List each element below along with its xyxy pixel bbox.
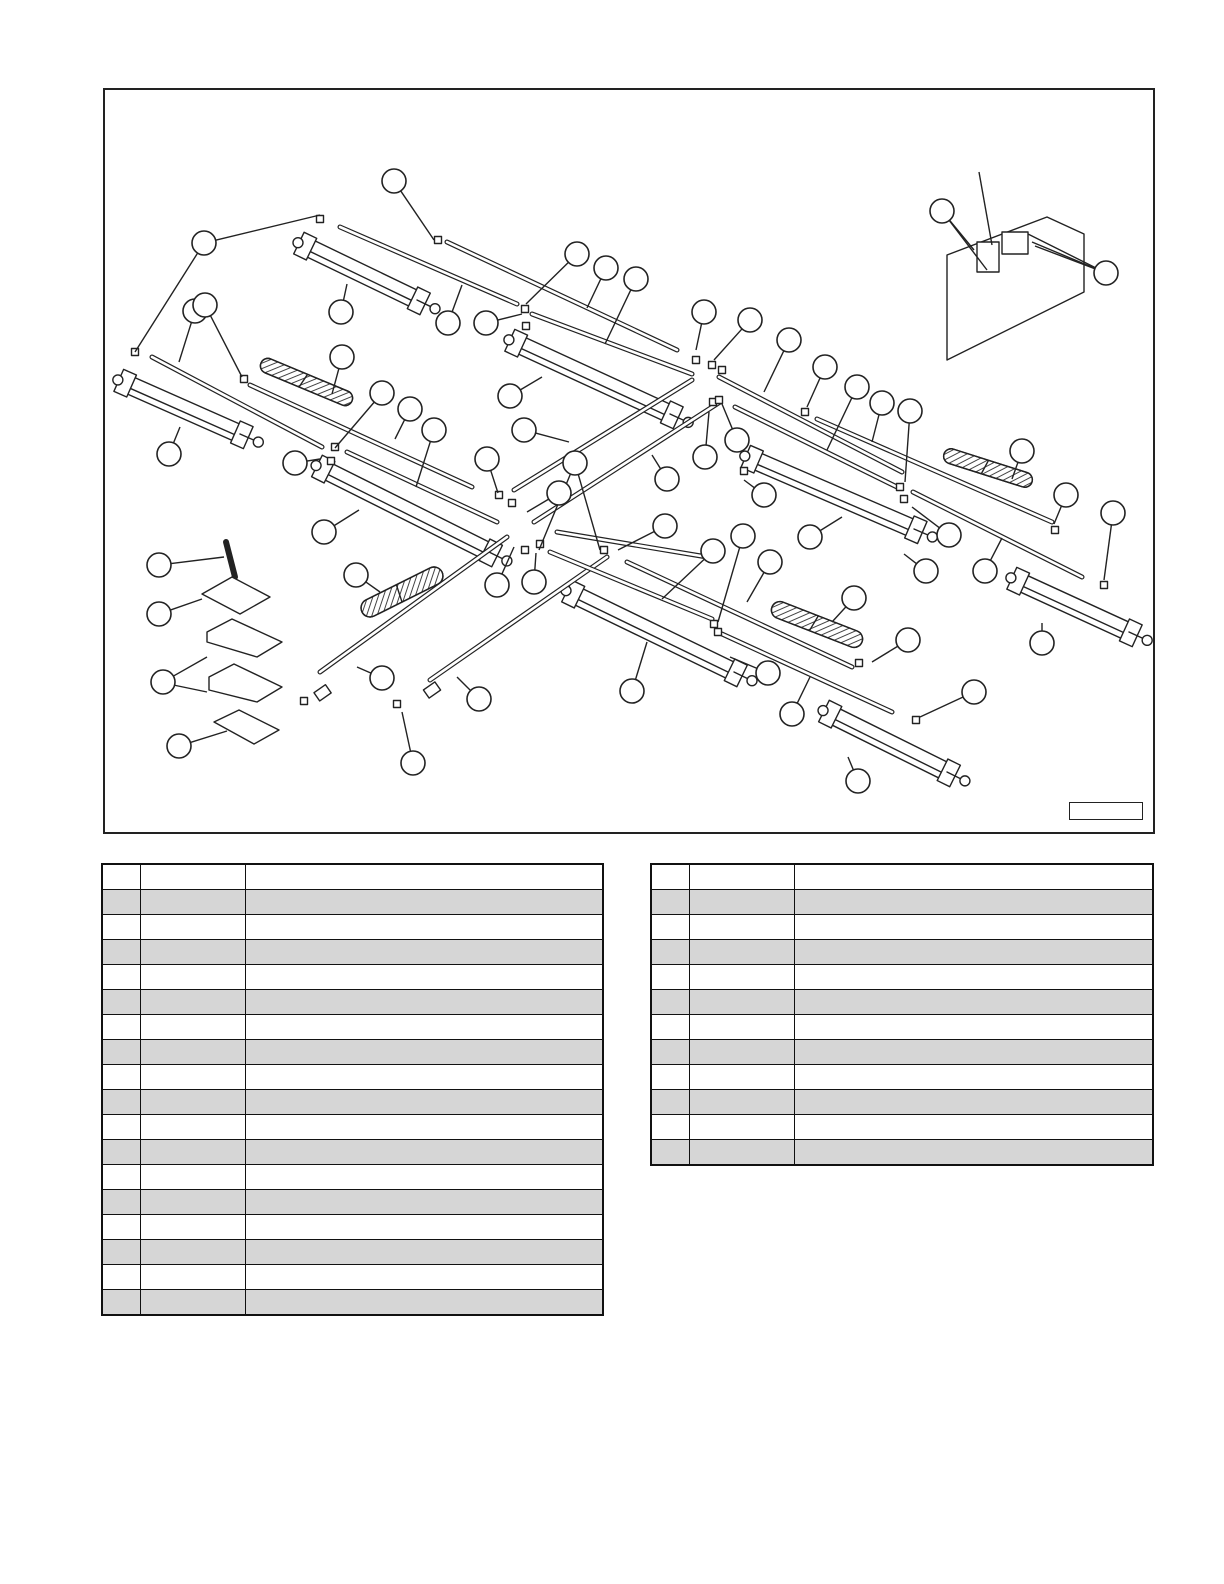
- description-cell: [245, 1265, 603, 1290]
- callout-balloon: [870, 391, 894, 415]
- parts-row: [651, 890, 1153, 915]
- callout-balloon: [692, 300, 716, 324]
- parts-row: [651, 864, 1153, 890]
- leader-line: [764, 351, 784, 392]
- leader-line: [190, 731, 227, 742]
- clamp-plate-top: [202, 577, 270, 614]
- part-number-cell: [140, 1240, 245, 1265]
- callout-balloon: [192, 231, 216, 255]
- parts-row: [651, 1115, 1153, 1140]
- leader-line: [334, 510, 359, 526]
- fitting: [693, 357, 700, 364]
- description-cell: [245, 1165, 603, 1190]
- callout-balloon: [842, 586, 866, 610]
- part-number-cell: [689, 1040, 794, 1065]
- description-cell: [245, 1090, 603, 1115]
- item-number-cell: [651, 1140, 689, 1166]
- callout-balloon: [147, 602, 171, 626]
- parts-row: [651, 940, 1153, 965]
- item-number-cell: [651, 915, 689, 940]
- callout-balloon: [780, 702, 804, 726]
- parts-row: [102, 1240, 603, 1265]
- item-number-cell: [102, 1265, 140, 1290]
- tube-end-fitting: [314, 685, 331, 701]
- parts-row: [102, 1215, 603, 1240]
- clamp-half-upper: [207, 619, 282, 657]
- leader-line: [357, 667, 371, 673]
- fitting: [715, 629, 722, 636]
- leader-line: [990, 538, 1002, 560]
- leader-line: [706, 412, 709, 445]
- fitting: [1101, 582, 1108, 589]
- description-cell: [794, 990, 1153, 1015]
- parts-row: [102, 915, 603, 940]
- fitting: [601, 547, 608, 554]
- callout-balloon: [930, 199, 954, 223]
- leader-line: [457, 677, 471, 691]
- hydraulic-cylinder: [293, 232, 440, 314]
- callout-balloon: [898, 399, 922, 423]
- item-number-cell: [102, 990, 140, 1015]
- callout-balloon: [756, 661, 780, 685]
- leader-line: [714, 329, 742, 360]
- callout-balloon: [1054, 483, 1078, 507]
- callout-balloon: [896, 628, 920, 652]
- parts-row: [102, 1265, 603, 1290]
- parts-row: [102, 864, 603, 890]
- callout-balloon: [547, 481, 571, 505]
- parts-row: [651, 1040, 1153, 1065]
- leader-line: [344, 284, 347, 300]
- part-number-cell: [140, 864, 245, 890]
- leader-line: [527, 499, 549, 512]
- parts-row: [651, 915, 1153, 940]
- callout-balloon: [845, 375, 869, 399]
- item-number-cell: [102, 1090, 140, 1115]
- item-number-cell: [102, 940, 140, 965]
- item-number-cell: [102, 965, 140, 990]
- leader-line: [904, 554, 917, 564]
- callout-balloon: [563, 451, 587, 475]
- leader-line: [536, 433, 569, 442]
- callout-balloon: [752, 483, 776, 507]
- callout-balloon: [382, 169, 406, 193]
- leader-line: [1104, 525, 1111, 580]
- leader-line: [848, 757, 853, 770]
- callout-balloon: [147, 553, 171, 577]
- leader-line: [722, 404, 732, 429]
- parts-row: [102, 890, 603, 915]
- callout-balloon: [398, 397, 422, 421]
- description-cell: [245, 1140, 603, 1165]
- callout-balloon: [283, 451, 307, 475]
- description-cell: [245, 1240, 603, 1265]
- parts-illustration: [105, 90, 1157, 836]
- leader-line: [797, 677, 810, 703]
- item-number-cell: [651, 890, 689, 915]
- part-number-cell: [140, 890, 245, 915]
- leader-line: [174, 427, 180, 443]
- item-number-cell: [102, 1015, 140, 1040]
- clamp-plate-bottom: [214, 710, 279, 744]
- callout-balloon: [693, 445, 717, 469]
- leader-line: [979, 172, 992, 245]
- description-cell: [794, 1040, 1153, 1065]
- leader-line: [210, 316, 242, 377]
- callout-balloon: [467, 687, 491, 711]
- item-number-cell: [651, 864, 689, 890]
- callout-balloon: [370, 381, 394, 405]
- clamp-half-lower: [209, 664, 282, 702]
- leader-line: [696, 324, 702, 350]
- parts-row: [102, 1190, 603, 1215]
- description-cell: [245, 915, 603, 940]
- fitting: [901, 496, 908, 503]
- part-number-cell: [140, 1190, 245, 1215]
- item-number-cell: [102, 1290, 140, 1316]
- item-number-cell: [102, 1215, 140, 1240]
- part-number-cell: [140, 1140, 245, 1165]
- callout-balloon: [498, 384, 522, 408]
- part-number-cell: [140, 1165, 245, 1190]
- item-number-cell: [651, 990, 689, 1015]
- parts-row: [102, 990, 603, 1015]
- part-number-cell: [689, 965, 794, 990]
- fitting: [522, 306, 529, 313]
- leader-line: [636, 642, 647, 680]
- leader-line: [520, 377, 542, 390]
- description-cell: [245, 940, 603, 965]
- parts-table-left: [101, 863, 604, 1316]
- leader-line: [1054, 506, 1061, 524]
- callout-balloon: [624, 267, 648, 291]
- description-cell: [245, 1015, 603, 1040]
- parts-row: [102, 1090, 603, 1115]
- description-cell: [794, 915, 1153, 940]
- part-number-cell: [140, 1115, 245, 1140]
- callout-balloon: [370, 666, 394, 690]
- description-cell: [245, 1215, 603, 1240]
- parts-row: [102, 1065, 603, 1090]
- parts-row: [102, 1165, 603, 1190]
- callout-balloon: [312, 520, 336, 544]
- fitting: [509, 500, 516, 507]
- parts-row: [102, 1040, 603, 1065]
- callout-balloon: [475, 447, 499, 471]
- part-number-cell: [689, 1140, 794, 1166]
- description-cell: [245, 1290, 603, 1316]
- description-cell: [245, 864, 603, 890]
- leader-line: [170, 599, 202, 610]
- part-number-cell: [140, 965, 245, 990]
- fitting: [711, 621, 718, 628]
- leader-line: [832, 607, 846, 622]
- description-cell: [245, 1115, 603, 1140]
- parts-row: [102, 1115, 603, 1140]
- leader-line: [747, 572, 764, 602]
- parts-row: [651, 990, 1153, 1015]
- description-cell: [245, 1190, 603, 1215]
- part-number-cell: [689, 940, 794, 965]
- callout-balloon: [344, 563, 368, 587]
- description-cell: [794, 864, 1153, 890]
- leader-line: [820, 517, 842, 531]
- item-number-cell: [651, 1040, 689, 1065]
- part-number-cell: [140, 1065, 245, 1090]
- part-number-cell: [140, 1265, 245, 1290]
- fitting: [394, 701, 401, 708]
- leader-line: [171, 557, 224, 564]
- parts-row: [651, 1090, 1153, 1115]
- leader-line: [498, 314, 522, 320]
- callout-balloon: [846, 769, 870, 793]
- item-number-cell: [102, 1240, 140, 1265]
- description-cell: [794, 965, 1153, 990]
- description-cell: [245, 890, 603, 915]
- fitting: [802, 409, 809, 416]
- leader-line: [491, 470, 498, 493]
- leader-line: [807, 378, 820, 407]
- callout-balloon: [653, 514, 677, 538]
- part-number-cell: [140, 1215, 245, 1240]
- parts-row: [651, 1015, 1153, 1040]
- parts-row: [651, 1140, 1153, 1166]
- parts-row: [651, 965, 1153, 990]
- leader-line: [539, 463, 575, 550]
- description-cell: [245, 1040, 603, 1065]
- leader-line: [872, 646, 898, 662]
- callout-balloon: [813, 355, 837, 379]
- description-cell: [794, 1115, 1153, 1140]
- callout-balloon: [594, 256, 618, 280]
- leader-line: [920, 697, 963, 717]
- callout-balloon: [167, 734, 191, 758]
- leader-line: [905, 423, 909, 482]
- callout-balloon: [1094, 261, 1118, 285]
- fitting: [1052, 527, 1059, 534]
- fitting: [913, 717, 920, 724]
- fitting: [856, 660, 863, 667]
- callout-balloon: [1030, 631, 1054, 655]
- part-number-cell: [689, 990, 794, 1015]
- callout-balloon: [330, 345, 354, 369]
- hydraulic-cylinder: [1006, 567, 1152, 646]
- callout-balloon: [157, 442, 181, 466]
- description-cell: [794, 1090, 1153, 1115]
- item-number-cell: [102, 1040, 140, 1065]
- callout-balloon: [512, 418, 536, 442]
- leader-line: [452, 285, 462, 312]
- description-cell: [245, 990, 603, 1015]
- item-number-cell: [102, 890, 140, 915]
- clamp-bolt: [226, 542, 235, 577]
- leader-line: [401, 191, 434, 240]
- fitting: [523, 323, 530, 330]
- callout-balloon: [777, 328, 801, 352]
- part-number-cell: [689, 864, 794, 890]
- callout-balloon: [151, 670, 175, 694]
- part-number-cell: [140, 1290, 245, 1316]
- part-number-cell: [140, 915, 245, 940]
- item-number-cell: [651, 1015, 689, 1040]
- fitting: [496, 492, 503, 499]
- leader-line: [652, 455, 661, 469]
- part-number-cell: [140, 1090, 245, 1115]
- callout-balloon: [1101, 501, 1125, 525]
- callout-balloon: [193, 293, 217, 317]
- item-number-cell: [651, 940, 689, 965]
- item-number-cell: [102, 1140, 140, 1165]
- item-number-cell: [651, 1065, 689, 1090]
- leader-line: [395, 420, 405, 439]
- part-number-cell: [140, 940, 245, 965]
- parts-row: [102, 1140, 603, 1165]
- fitting: [301, 698, 308, 705]
- callout-balloon: [962, 680, 986, 704]
- parts-row: [102, 1015, 603, 1040]
- description-cell: [245, 1065, 603, 1090]
- item-number-cell: [102, 1190, 140, 1215]
- leader-line: [872, 415, 879, 442]
- callout-balloon: [401, 751, 425, 775]
- tube-end-fitting: [423, 682, 440, 698]
- leader-line: [179, 322, 191, 362]
- callout-balloon: [620, 679, 644, 703]
- fitting: [897, 484, 904, 491]
- description-cell: [245, 965, 603, 990]
- callout-balloon: [422, 418, 446, 442]
- callout-balloon: [973, 559, 997, 583]
- part-number-cell: [689, 1090, 794, 1115]
- parts-table-right: [650, 863, 1154, 1166]
- part-number-cell: [689, 1115, 794, 1140]
- part-number-cell: [689, 1065, 794, 1090]
- part-number-cell: [689, 1015, 794, 1040]
- callout-balloon: [914, 559, 938, 583]
- callout-balloon: [725, 428, 749, 452]
- item-number-cell: [102, 1065, 140, 1090]
- item-number-cell: [102, 1115, 140, 1140]
- part-number-cell: [140, 1015, 245, 1040]
- callout-balloon: [485, 573, 509, 597]
- valve-plate: [977, 242, 999, 272]
- part-number-cell: [689, 915, 794, 940]
- fitting: [317, 216, 324, 223]
- parts-row: [102, 1290, 603, 1316]
- callout-balloon: [701, 539, 725, 563]
- item-number-cell: [651, 965, 689, 990]
- fitting: [716, 397, 723, 404]
- callout-balloon: [655, 467, 679, 491]
- valve-block: [1002, 232, 1028, 254]
- part-number-cell: [140, 1040, 245, 1065]
- description-cell: [794, 940, 1153, 965]
- callout-balloon: [436, 311, 460, 335]
- callout-balloon: [1010, 439, 1034, 463]
- callout-balloon: [329, 300, 353, 324]
- leader-line: [535, 553, 536, 570]
- fitting: [741, 468, 748, 475]
- description-cell: [794, 1140, 1153, 1166]
- item-number-cell: [102, 864, 140, 890]
- callout-balloon: [798, 525, 822, 549]
- callout-balloon: [731, 524, 755, 548]
- figure-id-box: [1069, 802, 1143, 820]
- parts-row: [102, 965, 603, 990]
- callout-balloon: [758, 550, 782, 574]
- leader-line: [135, 243, 204, 352]
- description-cell: [794, 1065, 1153, 1090]
- callout-balloon: [937, 523, 961, 547]
- callout-balloon: [474, 311, 498, 335]
- leader-line: [173, 657, 207, 676]
- parts-row: [651, 1065, 1153, 1090]
- exploded-parts-diagram: [103, 88, 1155, 834]
- parts-row: [102, 940, 603, 965]
- fitting: [719, 367, 726, 374]
- item-number-cell: [102, 915, 140, 940]
- item-number-cell: [651, 1090, 689, 1115]
- fitting: [328, 458, 335, 465]
- leader-line: [744, 480, 754, 488]
- callout-balloon: [522, 570, 546, 594]
- description-cell: [794, 890, 1153, 915]
- part-number-cell: [140, 990, 245, 1015]
- description-cell: [794, 1015, 1153, 1040]
- fitting: [522, 547, 529, 554]
- fitting: [709, 362, 716, 369]
- callout-balloon: [565, 242, 589, 266]
- leader-line: [587, 279, 601, 308]
- fitting: [435, 237, 442, 244]
- callout-balloon: [738, 308, 762, 332]
- part-number-cell: [689, 890, 794, 915]
- leader-line: [402, 712, 410, 751]
- item-number-cell: [102, 1165, 140, 1190]
- leader-line: [366, 582, 380, 592]
- item-number-cell: [651, 1115, 689, 1140]
- hydraulic-cylinder: [311, 455, 512, 567]
